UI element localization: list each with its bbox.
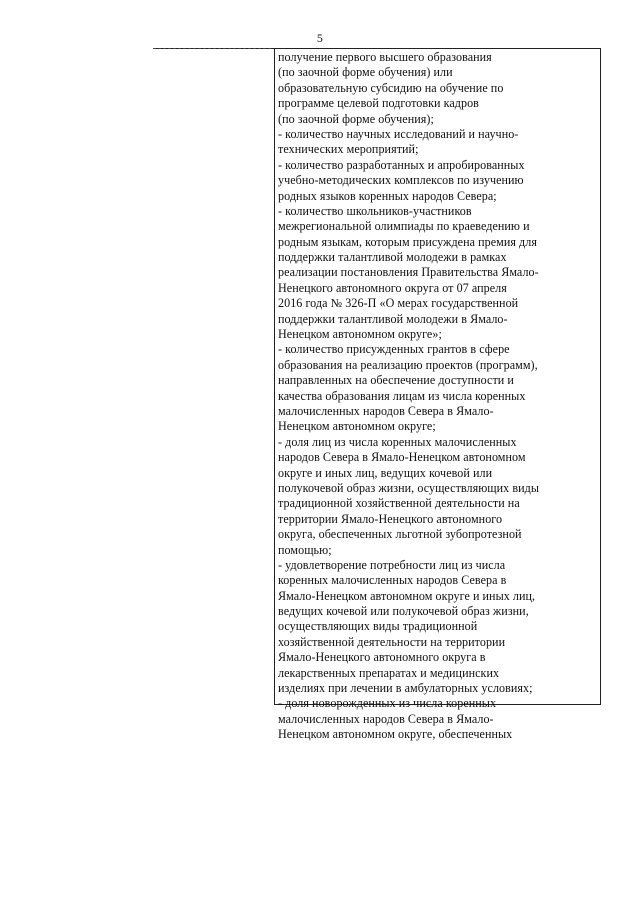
text-line: - количество разработанных и апробированных — [278, 157, 525, 172]
text-line: направленных на обеспечение доступности и — [278, 373, 514, 388]
text-line: - количество присужденных грантов в сфере — [278, 342, 510, 357]
text-line: (по заочной форме обучения); — [278, 111, 434, 126]
text-line: помощью; — [278, 542, 332, 557]
text-line: (по заочной форме обучения) или — [278, 65, 453, 80]
text-line: - количество школьников-участников — [278, 203, 472, 218]
table-left-cell — [153, 49, 273, 703]
text-line: Ямало-Ненецком автономном округе и иных лиц, — [278, 588, 536, 603]
text-line: - количество научных исследований и научно- — [278, 126, 519, 141]
text-line: Ямало-Ненецкого автономного округа в — [278, 650, 486, 665]
table-right-cell — [278, 50, 600, 743]
text-line: образования на реализацию проектов (программ), — [278, 357, 538, 372]
text-line: осуществляющих виды традиционной — [278, 619, 478, 634]
text-line: - доля лиц из числа коренных малочисленных — [278, 434, 517, 449]
text-line: малочисленных народов Севера в Ямало- — [278, 711, 494, 726]
text-line: Ненецком автономном округе, обеспеченных — [278, 727, 513, 742]
text-line: лекарственных препаратах и медицинских — [278, 665, 500, 680]
text-line: округе и иных лиц, ведущих кочевой или — [278, 465, 493, 480]
text-line: поддержки талантливой молодежи в Ямало- — [278, 311, 508, 326]
text-line: качества образования лицам из числа коренных — [278, 388, 526, 403]
text-line: образовательную субсидию на обучение по — [278, 80, 504, 95]
text-line: - удовлетворение потребности лиц из числа — [278, 557, 506, 572]
text-line: коренных малочисленных народов Севера в — [278, 573, 507, 588]
text-line: территории Ямало-Ненецкого автономного — [278, 511, 503, 526]
text-line: получение первого высшего образования — [278, 50, 492, 64]
text-line: родным языкам, которым присуждена премия для — [278, 234, 537, 249]
text-line: технических мероприятий; — [278, 142, 419, 157]
text-line: ведущих кочевой или полукочевой образ жизни, — [278, 604, 529, 619]
text-line: полукочевой образ жизни, осуществляющих виды — [278, 480, 540, 495]
text-line: - доля новорожденных из числа коренных — [278, 696, 497, 711]
text-line: Ненецком автономном округе»; — [278, 327, 442, 342]
text-line: традиционной хозяйственной деятельности на — [278, 496, 520, 511]
page-number: 5 — [316, 31, 324, 45]
text-line: хозяйственной деятельности на территории — [278, 634, 506, 649]
text-line: Ненецком автономном округе; — [278, 419, 436, 434]
text-line: поддержки талантливой молодежи в рамках — [278, 250, 507, 265]
text-line: округа, обеспеченных льготной зубопротезной — [278, 527, 522, 542]
text-line: 2016 года № 326-П «О мерах государственной — [278, 296, 519, 311]
text-line: родных языков коренных народов Севера; — [278, 188, 497, 203]
table-right-border — [600, 48, 601, 704]
text-line: малочисленных народов Севера в Ямало- — [278, 403, 494, 418]
table-column-divider — [274, 48, 275, 704]
text-line: Ненецкого автономного округа от 07 апреля — [278, 280, 507, 295]
text-line: межрегиональной олимпиады по краеведению и — [278, 219, 530, 234]
text-line: народов Севера в Ямало-Ненецком автономном — [278, 450, 526, 465]
text-line: реализации постановления Правительства Ямало- — [278, 265, 539, 280]
text-line: учебно-методических комплексов по изучению — [278, 173, 524, 188]
text-line: программе целевой подготовки кадров — [278, 96, 479, 111]
text-line: изделиях при лечении в амбулаторных условиях; — [278, 681, 533, 696]
